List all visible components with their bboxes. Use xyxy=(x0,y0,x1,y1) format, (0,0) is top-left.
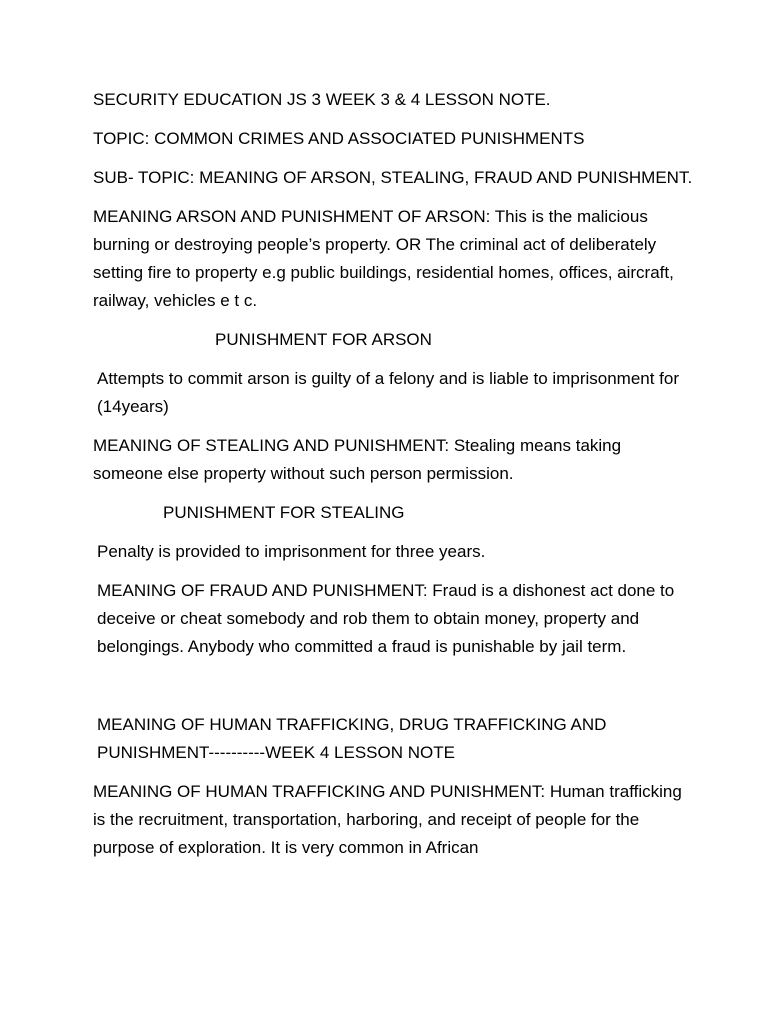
lesson-note-body xyxy=(93,86,693,873)
arson-punishment-paragraph: Attempts to commit arson is guilty of a felony and is liable to imprisonment for (14years) xyxy=(97,369,680,416)
human-trafficking-meaning-paragraph: MEANING OF HUMAN TRAFFICKING AND PUNISHMENT: Human trafficking is the recruitment, transportation, harboring, and receipt of people for the purpose of exploration. It is very common in African xyxy=(93,782,682,857)
fraud-meaning-paragraph: MEANING OF FRAUD AND PUNISHMENT: Fraud is a dishonest act done to deceive or cheat somebody and rob them to obtain money, property and belongings. Anybody who committed a fraud is punishable by jail term. xyxy=(97,581,675,656)
stealing-punishment-paragraph: Penalty is provided to imprisonment for three years. xyxy=(97,542,486,561)
topic-line: TOPIC: COMMON CRIMES AND ASSOCIATED PUNISHMENTS xyxy=(93,129,585,148)
paragraph-gap xyxy=(93,672,693,711)
document-title: SECURITY EDUCATION JS 3 WEEK 3 & 4 LESSON NOTE. xyxy=(93,90,551,109)
subtopic-line: SUB- TOPIC: MEANING OF ARSON, STEALING, FRAUD AND PUNISHMENT. xyxy=(93,168,693,187)
week4-heading: MEANING OF HUMAN TRAFFICKING, DRUG TRAFFICKING AND PUNISHMENT----------WEEK 4 LESSON NOTE xyxy=(97,715,607,762)
arson-punishment-heading: PUNISHMENT FOR ARSON xyxy=(215,330,432,349)
stealing-meaning-paragraph: MEANING OF STEALING AND PUNISHMENT: Stealing means taking someone else property without such person permission. xyxy=(93,436,622,483)
stealing-punishment-heading: PUNISHMENT FOR STEALING xyxy=(163,503,405,522)
arson-meaning-paragraph: MEANING ARSON AND PUNISHMENT OF ARSON: This is the malicious burning or destroying people’s property. OR The criminal act of deliberately setting fire to property e.g public buildings, residential homes, offices, aircraft, railway, vehicles e t c. xyxy=(93,207,674,310)
